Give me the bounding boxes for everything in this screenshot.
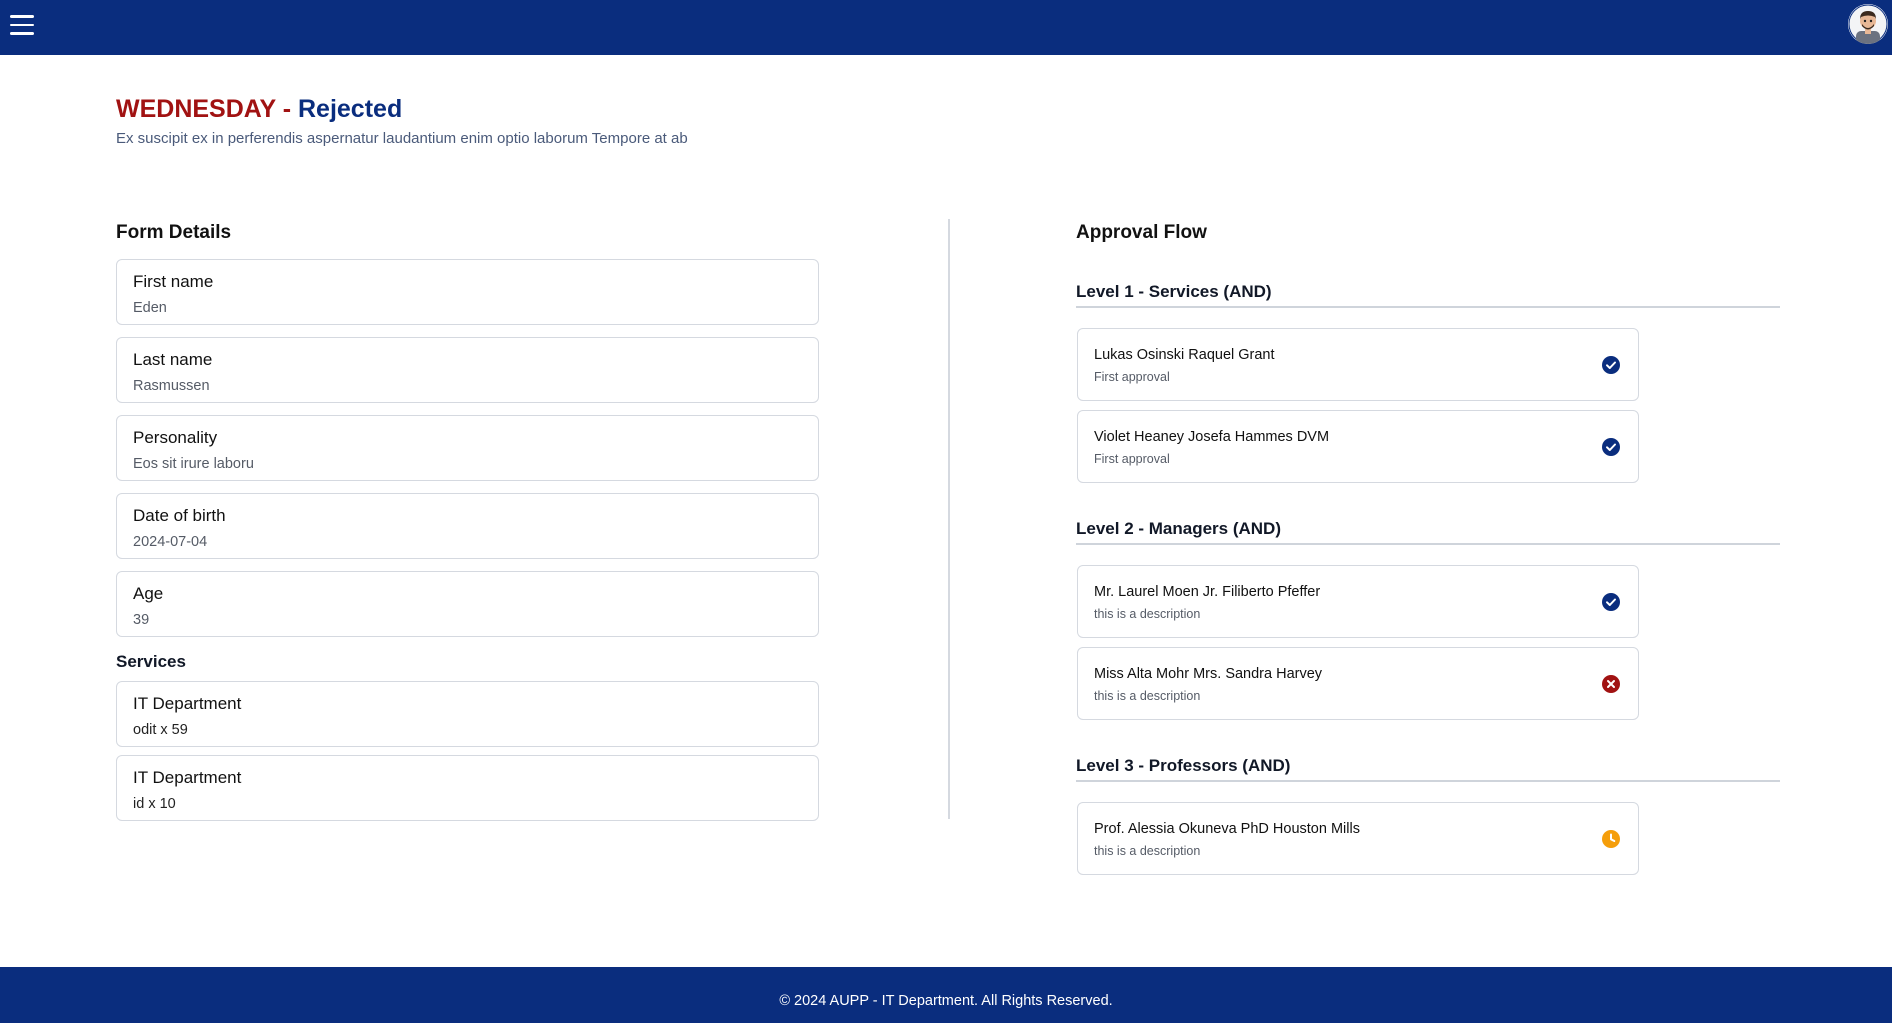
approver-name: Violet Heaney Josefa Hammes DVM bbox=[1094, 429, 1330, 445]
page-description: Ex suscipit ex in perferendis aspernatur laudantium enim optio laborum Tempore at ab bbox=[116, 130, 688, 147]
check-circle-icon bbox=[1602, 593, 1620, 611]
hamburger-menu-icon[interactable] bbox=[10, 15, 34, 35]
column-divider bbox=[948, 219, 950, 819]
user-avatar[interactable] bbox=[1848, 4, 1888, 44]
approver-name: Prof. Alessia Okuneva PhD Houston Mills bbox=[1094, 821, 1360, 837]
field-value: Rasmussen bbox=[133, 378, 210, 394]
approver-description: this is a description bbox=[1094, 844, 1201, 858]
title-day: WEDNESDAY bbox=[116, 95, 276, 123]
check-circle-icon bbox=[1602, 356, 1620, 374]
level-title: Level 1 - Services (AND) bbox=[1076, 282, 1272, 301]
footer bbox=[0, 967, 1892, 1023]
approver-card bbox=[1077, 328, 1639, 401]
approver-name: Miss Alta Mohr Mrs. Sandra Harvey bbox=[1094, 666, 1323, 682]
field-first-name bbox=[116, 259, 819, 325]
approval-flow-title: Approval Flow bbox=[1076, 222, 1207, 243]
title-separator: - bbox=[282, 95, 292, 123]
level-divider bbox=[1076, 306, 1780, 308]
field-label: Date of birth bbox=[133, 506, 226, 525]
level-title: Level 2 - Managers (AND) bbox=[1076, 519, 1281, 538]
field-label: Personality bbox=[133, 428, 218, 447]
check-circle-icon bbox=[1602, 438, 1620, 456]
approver-card bbox=[1077, 802, 1639, 875]
clock-icon bbox=[1602, 830, 1620, 848]
approver-description: First approval bbox=[1094, 452, 1170, 466]
field-date-of-birth bbox=[116, 493, 819, 559]
field-label: First name bbox=[133, 272, 214, 291]
level-title: Level 3 - Professors (AND) bbox=[1076, 756, 1291, 775]
title-status: Rejected bbox=[298, 95, 403, 123]
field-personality bbox=[116, 415, 819, 481]
approver-card bbox=[1077, 647, 1639, 720]
approver-card bbox=[1077, 410, 1639, 483]
field-value: 39 bbox=[133, 612, 150, 628]
approver-description: this is a description bbox=[1094, 689, 1201, 703]
approver-card bbox=[1077, 565, 1639, 638]
x-circle-icon bbox=[1602, 675, 1620, 693]
top-navbar bbox=[0, 0, 1892, 55]
page-title bbox=[116, 95, 402, 124]
service-value: id x 10 bbox=[133, 796, 176, 812]
field-value: 2024-07-04 bbox=[133, 534, 208, 550]
service-item bbox=[116, 681, 819, 747]
approver-description: First approval bbox=[1094, 370, 1170, 384]
footer-copyright: © 2024 AUPP - IT Department. All Rights Reserved. bbox=[779, 993, 1113, 1009]
service-label: IT Department bbox=[133, 694, 242, 713]
level-divider bbox=[1076, 780, 1780, 782]
field-label: Age bbox=[133, 584, 164, 603]
field-value: Eden bbox=[133, 300, 167, 316]
form-details-title: Form Details bbox=[116, 222, 232, 243]
service-label: IT Department bbox=[133, 768, 242, 787]
approver-name: Lukas Osinski Raquel Grant bbox=[1094, 347, 1275, 363]
field-value: Eos sit irure laboru bbox=[133, 456, 254, 472]
approver-description: this is a description bbox=[1094, 607, 1201, 621]
service-value: odit x 59 bbox=[133, 722, 188, 738]
field-age bbox=[116, 571, 819, 637]
services-title: Services bbox=[116, 652, 186, 671]
level-divider bbox=[1076, 543, 1780, 545]
service-item bbox=[116, 755, 819, 821]
field-label: Last name bbox=[133, 350, 213, 369]
approver-name: Mr. Laurel Moen Jr. Filiberto Pfeffer bbox=[1094, 584, 1321, 600]
field-last-name bbox=[116, 337, 819, 403]
